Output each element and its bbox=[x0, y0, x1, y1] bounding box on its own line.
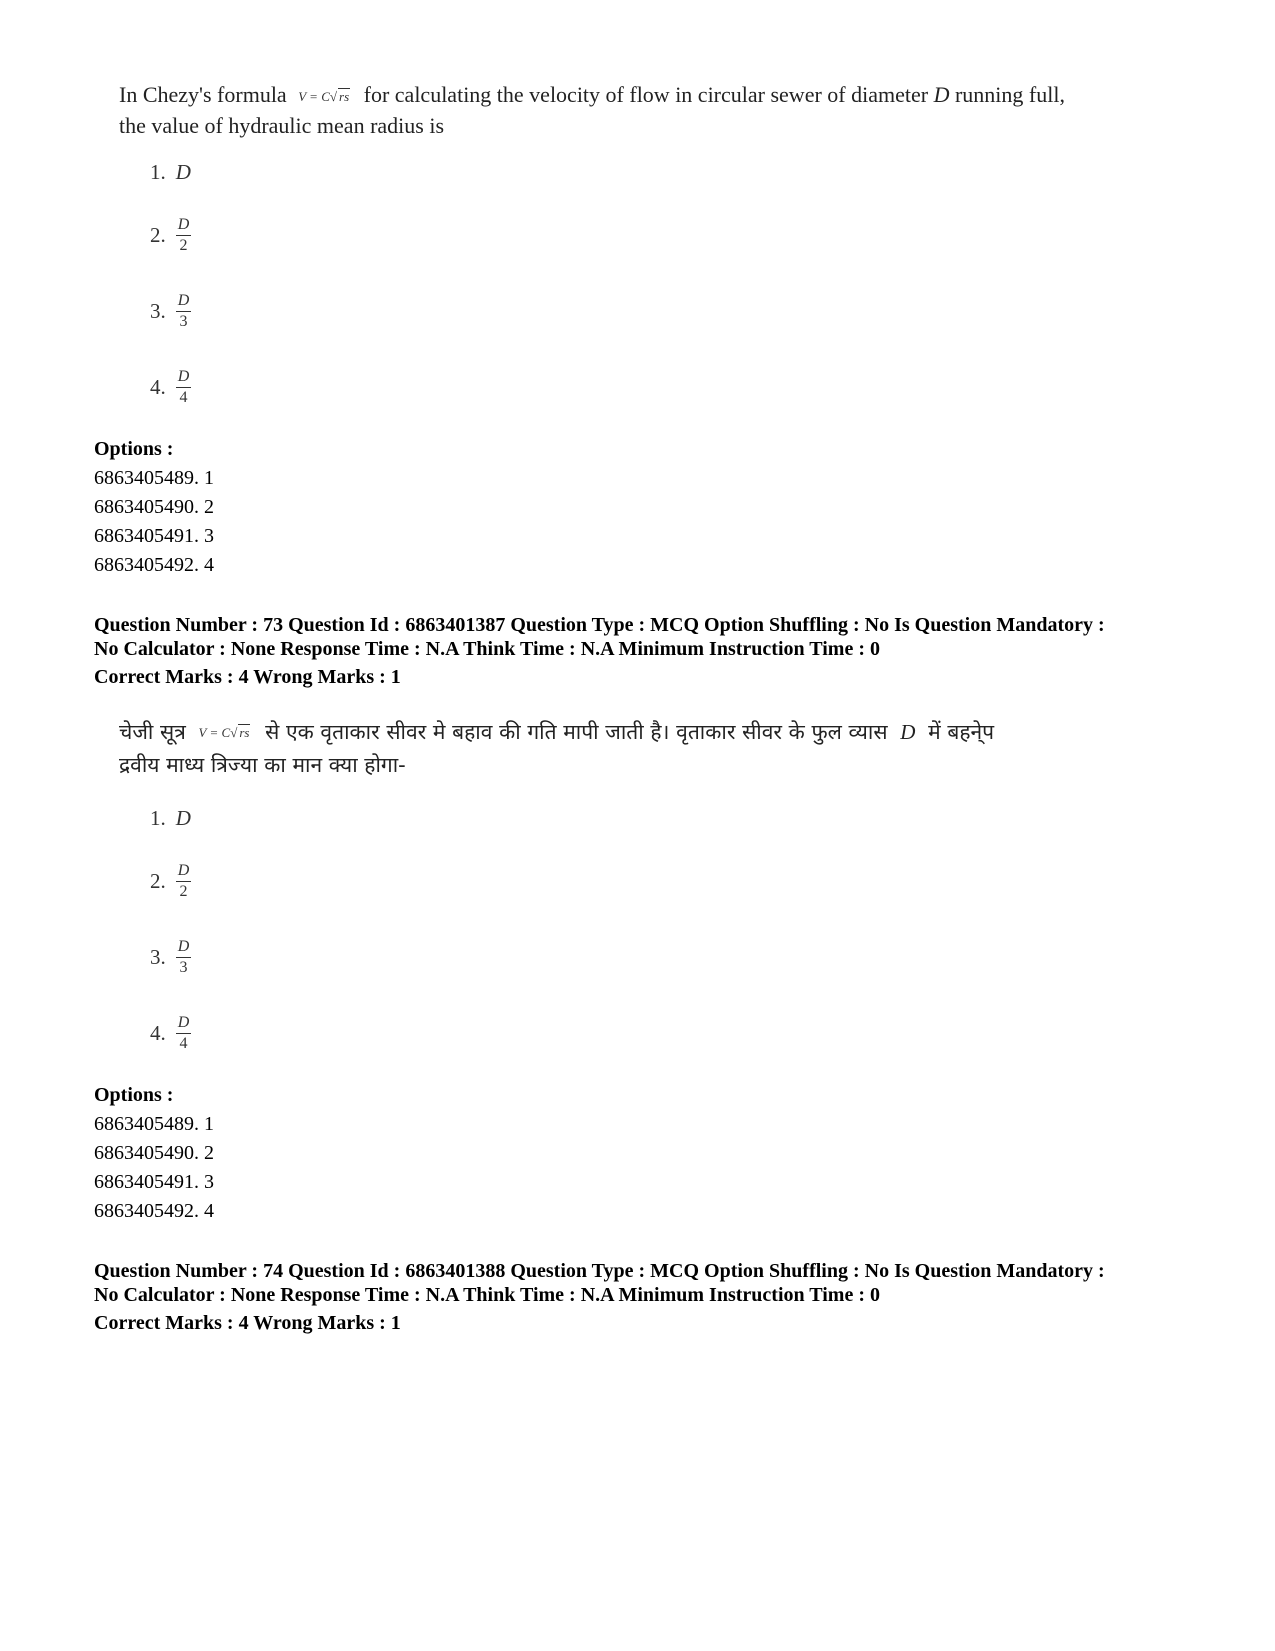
answer-choice-3: 3. $\frac{D}{3}$ bbox=[150, 938, 190, 976]
diameter-variable: D bbox=[900, 720, 916, 744]
meta-line: Question Number : 74 Question Id : 6863401388 Question Type : MCQ Option Shuffling : No Is Question Mandatory : bbox=[94, 1260, 1105, 1282]
option-id-line: 6863405492. 4 bbox=[94, 1200, 214, 1222]
option-id-line: 6863405491. 3 bbox=[94, 1171, 214, 1193]
chezy-formula: V = C√ rs bbox=[198, 725, 250, 740]
fraction: $\frac{D}{3}$ bbox=[177, 292, 190, 330]
meta-line: No Calculator : None Response Time : N.A Think Time : N.A Minimum Instruction Time : 0 bbox=[94, 638, 880, 660]
option-id-line: 6863405489. 1 bbox=[94, 1113, 214, 1135]
options-list bbox=[94, 1110, 214, 1226]
answer-choice-1: 1. D bbox=[150, 160, 191, 184]
fraction: $\frac{D}{4}$ bbox=[177, 368, 190, 406]
diameter-variable: D bbox=[933, 82, 950, 107]
question-text-part: for calculating the velocity of flow in circular sewer of diameter bbox=[363, 82, 929, 107]
answer-choice-4: 4. $\frac{D}{4}$ bbox=[150, 1014, 190, 1052]
question-text-part: से एक वृताकार सीवर मे बहाव की गति मापी जाती है। वृताकार सीवर के फुल व्यास bbox=[265, 720, 888, 744]
fraction: $\frac{D}{3}$ bbox=[177, 938, 190, 976]
option-id-line: 6863405489. 1 bbox=[94, 467, 214, 489]
meta-line: No Calculator : None Response Time : N.A Think Time : N.A Minimum Instruction Time : 0 bbox=[94, 1284, 880, 1306]
answer-choice-2: 2. $\frac{D}{2}$ bbox=[150, 862, 190, 900]
option-id-line: 6863405490. 2 bbox=[94, 496, 214, 518]
fraction: $\frac{D}{2}$ bbox=[177, 862, 190, 900]
options-list bbox=[94, 464, 214, 580]
option-id-line: 6863405492. 4 bbox=[94, 554, 214, 576]
question-72-text bbox=[119, 80, 1179, 140]
answer-choice-1: 1. D bbox=[150, 806, 191, 830]
question-text-part: running full, bbox=[954, 82, 1065, 107]
question-text-part: In Chezy's formula bbox=[119, 82, 287, 107]
answer-choice-4: 4. $\frac{D}{4}$ bbox=[150, 368, 190, 406]
question-text-part: चेजी सूत्र bbox=[119, 720, 186, 744]
question-text-line2: द्रवीय माध्य त्रिज्या का मान क्या होगा- bbox=[119, 753, 406, 777]
question-text-part: में बहने्प bbox=[928, 720, 995, 744]
question-73-text bbox=[119, 716, 1179, 781]
option-id-line: 6863405491. 3 bbox=[94, 525, 214, 547]
answer-choice-3: 3. $\frac{D}{3}$ bbox=[150, 292, 190, 330]
options-heading: Options : bbox=[94, 438, 174, 460]
question-text-line2: the value of hydraulic mean radius is bbox=[119, 113, 445, 139]
options-heading: Options : bbox=[94, 1084, 174, 1106]
fraction: $\frac{D}{4}$ bbox=[177, 1014, 190, 1052]
meta-line: Question Number : 73 Question Id : 6863401387 Question Type : MCQ Option Shuffling : No Is Question Mandatory : bbox=[94, 614, 1105, 636]
marks-line: Correct Marks : 4 Wrong Marks : 1 bbox=[94, 1312, 401, 1334]
option-id-line: 6863405490. 2 bbox=[94, 1142, 214, 1164]
chezy-formula: V = C√ rs bbox=[298, 89, 350, 105]
question-73-meta bbox=[94, 613, 1214, 689]
fraction: $\frac{D}{2}$ bbox=[177, 216, 190, 254]
answer-choice-2: 2. $\frac{D}{2}$ bbox=[150, 216, 190, 254]
marks-line: Correct Marks : 4 Wrong Marks : 1 bbox=[94, 666, 401, 688]
question-74-meta bbox=[94, 1259, 1214, 1335]
